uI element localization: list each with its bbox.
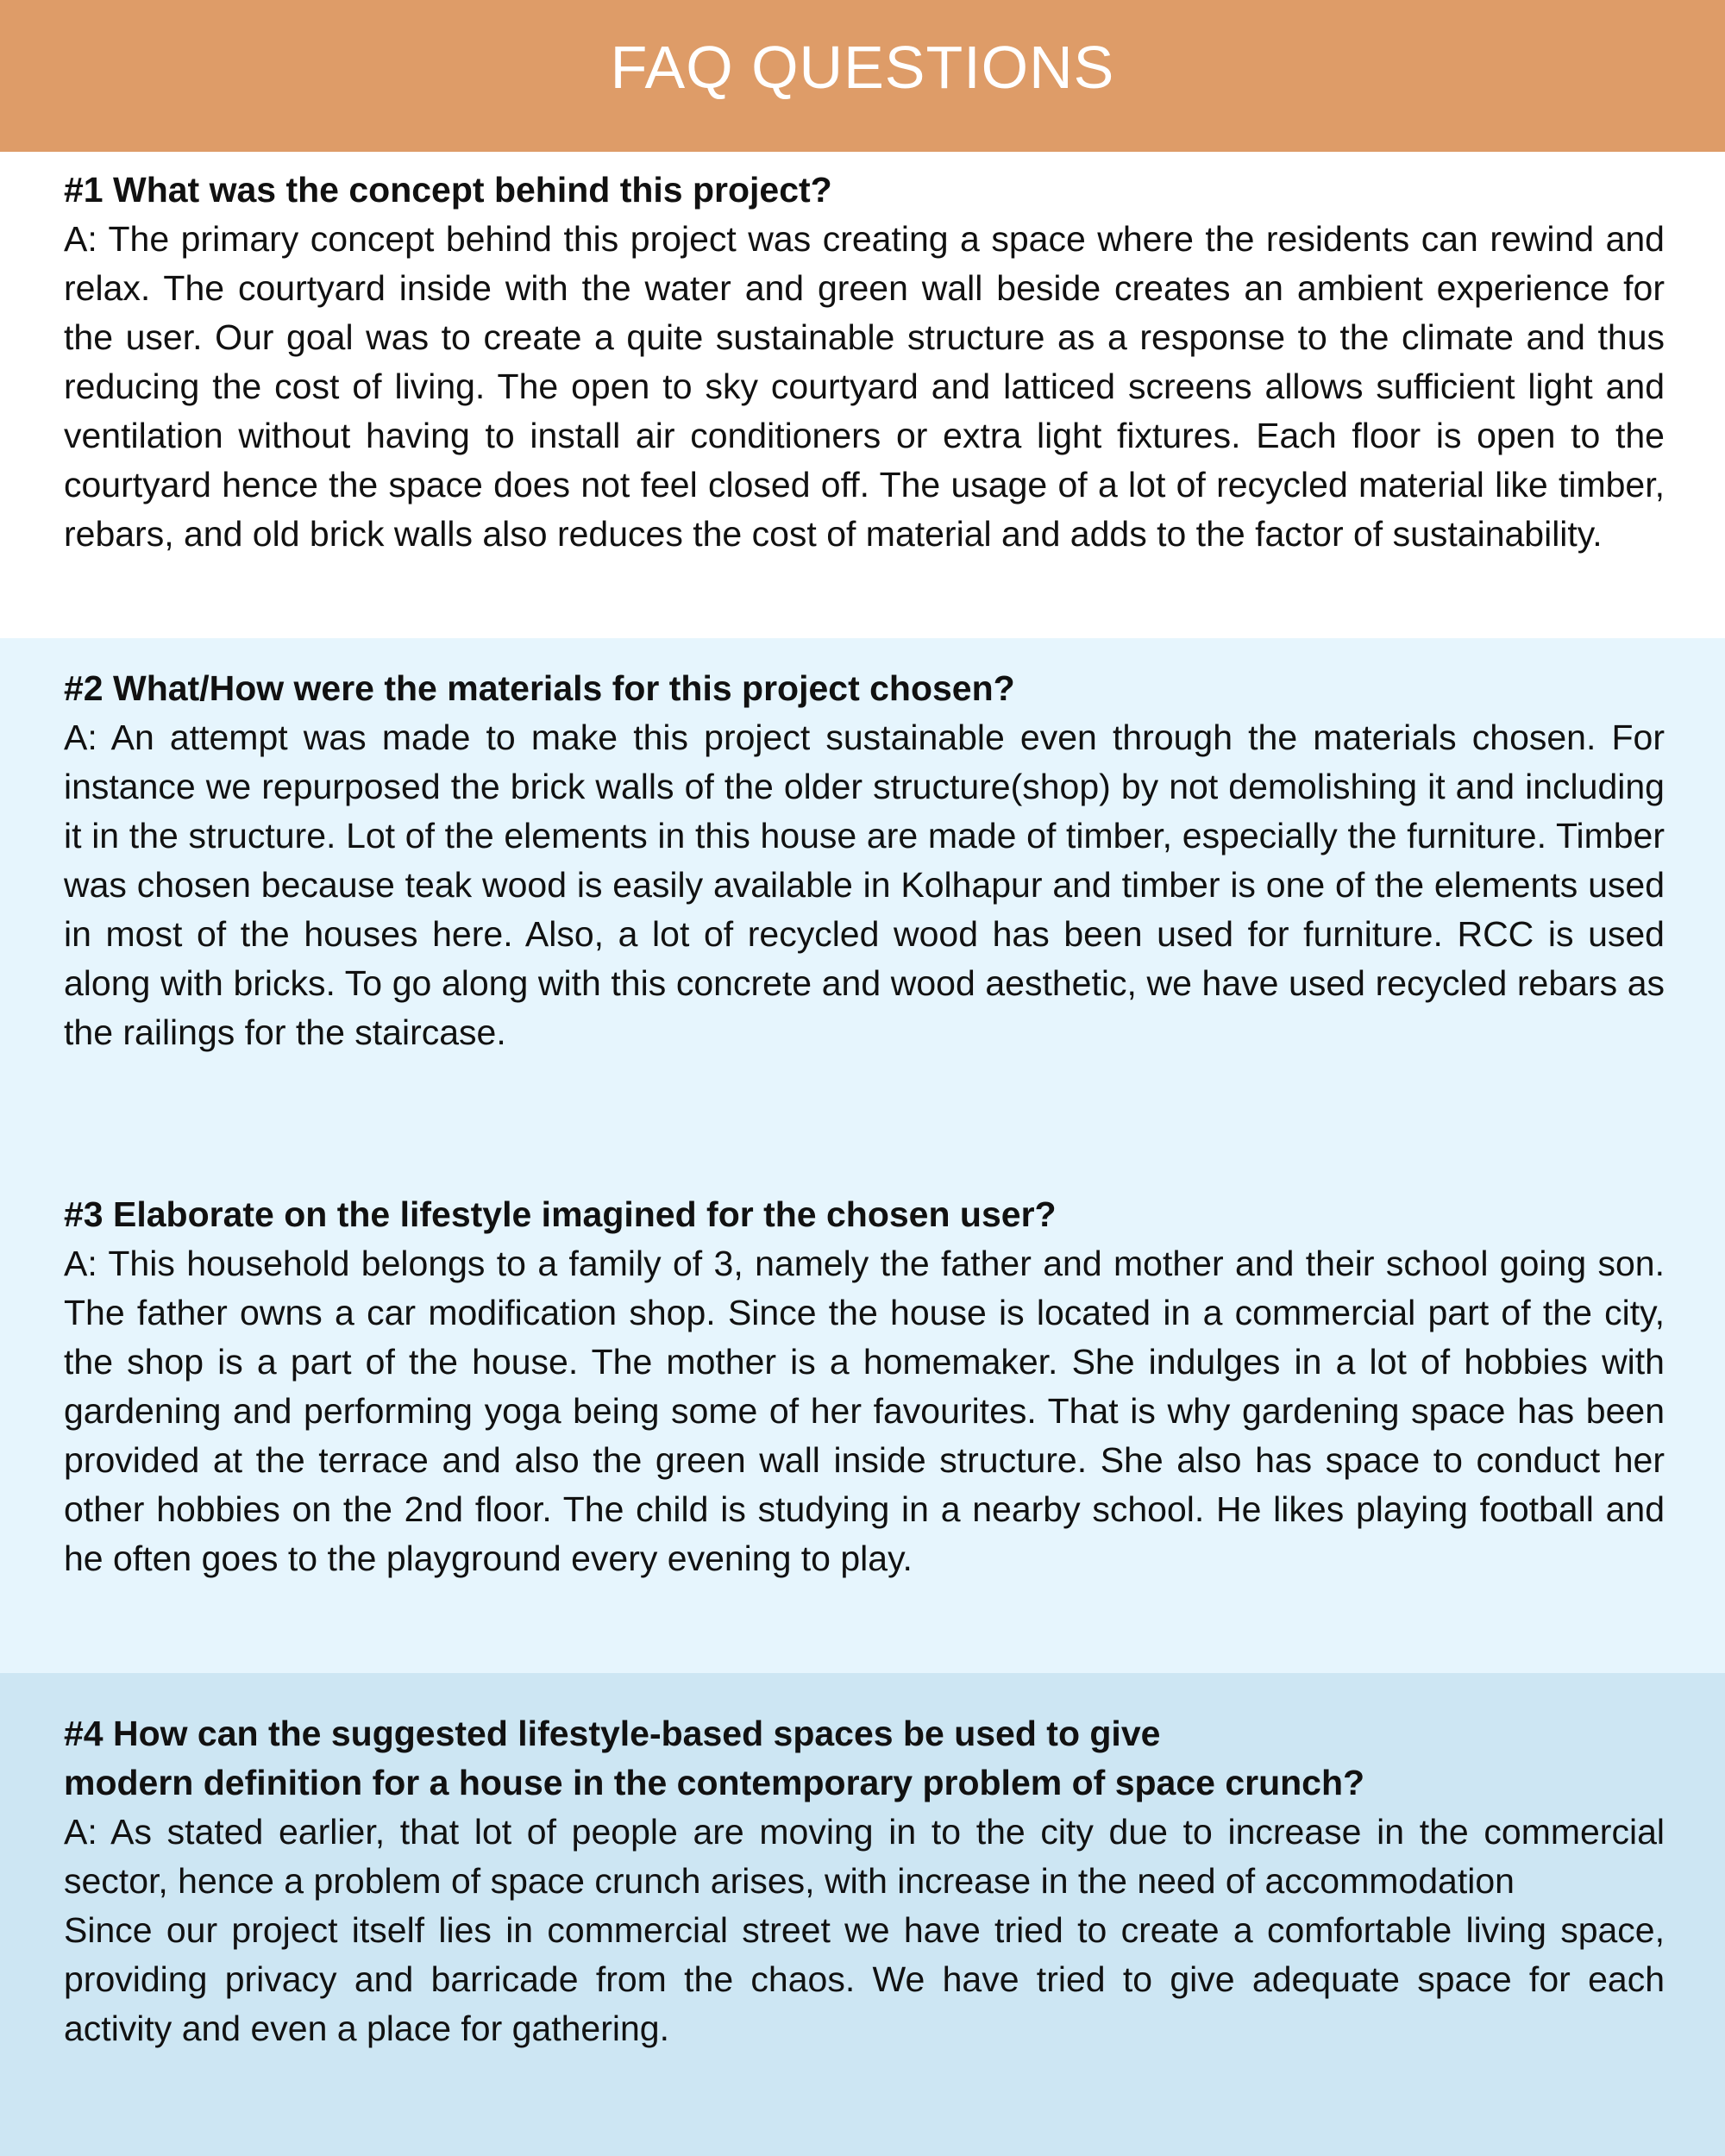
faq-answer	[64, 1239, 1665, 1583]
faq-item-3	[64, 1190, 1665, 1583]
faq-answer	[64, 713, 1665, 1057]
answer-paragraph: Since our project itself lies in commercial street we have tried to create a comfortable living space, providing privacy and barricade from the chaos. We have tried to give adequate space for each activity and even a place for gathering.	[64, 1910, 1665, 2048]
faq-item-1	[64, 166, 1665, 559]
faq-answer	[64, 215, 1665, 559]
answer-paragraph: A: This household belongs to a family of 3, namely the father and mother and their school going son. The father owns a car modification shop. Since the house is located in a commercial part of the city, the shop is a part of the house. The mother is a homemaker. She indulges in a lot of hobbies with gardening and performing yoga being some of her favourites. That is why gardening space has been provided at the terrace and also the green wall inside structure. She also has space to conduct her other hobbies on the 2nd floor. The child is studying in a nearby school. He likes playing football and he often goes to the playground every evening to play.	[64, 1244, 1665, 1578]
answer-paragraph: A: As stated earlier, that lot of people are moving in to the city due to increase in the commercial sector, hence a problem of space crunch arises, with increase in the need of accommodation	[64, 1812, 1665, 1901]
faq-question: #2 What/How were the materials for this project chosen?	[64, 668, 1015, 708]
answer-paragraph: A: The primary concept behind this project was creating a space where the residents can rewind and relax. The courtyard inside with the water and green wall beside creates an ambient experience for the user. Our goal was to create a quite sustainable structure as a response to the climate and thus reducing the cost of living. The open to sky courtyard and latticed screens allows sufficient light and ventilation without having to install air conditioners or extra light fixtures. Each floor is open to the courtyard hence the space does not feel closed off. The usage of a lot of recycled material like timber, rebars, and old brick walls also reduces the cost of material and adds to the factor of sustainability.	[64, 219, 1665, 554]
faq-header	[0, 0, 1725, 152]
faq-question-line: modern definition for a house in the contemporary problem of space crunch?	[64, 1763, 1365, 1802]
faq-section-1	[0, 152, 1725, 638]
faq-section-2-3	[0, 638, 1725, 1673]
faq-item-2	[64, 664, 1665, 1057]
faq-answer	[64, 1808, 1665, 2053]
faq-section-4	[0, 1673, 1725, 2156]
faq-question-line: #4 How can the suggested lifestyle-based spaces be used to give	[64, 1714, 1161, 1753]
faq-question: #1 What was the concept behind this project?	[64, 170, 832, 210]
answer-paragraph: A: An attempt was made to make this project sustainable even through the materials chosen. For instance we repurposed the brick walls of the older structure(shop) by not demolishing it and including it in the structure. Lot of the elements in this house are made of timber, especially the furniture. Timber was chosen because teak wood is easily available in Kolhapur and timber is one of the elements used in most of the houses here. Also, a lot of recycled wood has been used for furniture. RCC is used along with bricks. To go along with this concrete and wood aesthetic, we have used recycled rebars as the railings for the staircase.	[64, 718, 1665, 1052]
faq-item-4	[64, 1709, 1665, 2053]
faq-question: #3 Elaborate on the lifestyle imagined for the chosen user?	[64, 1194, 1057, 1234]
page-title: FAQ QUESTIONS	[610, 34, 1115, 101]
